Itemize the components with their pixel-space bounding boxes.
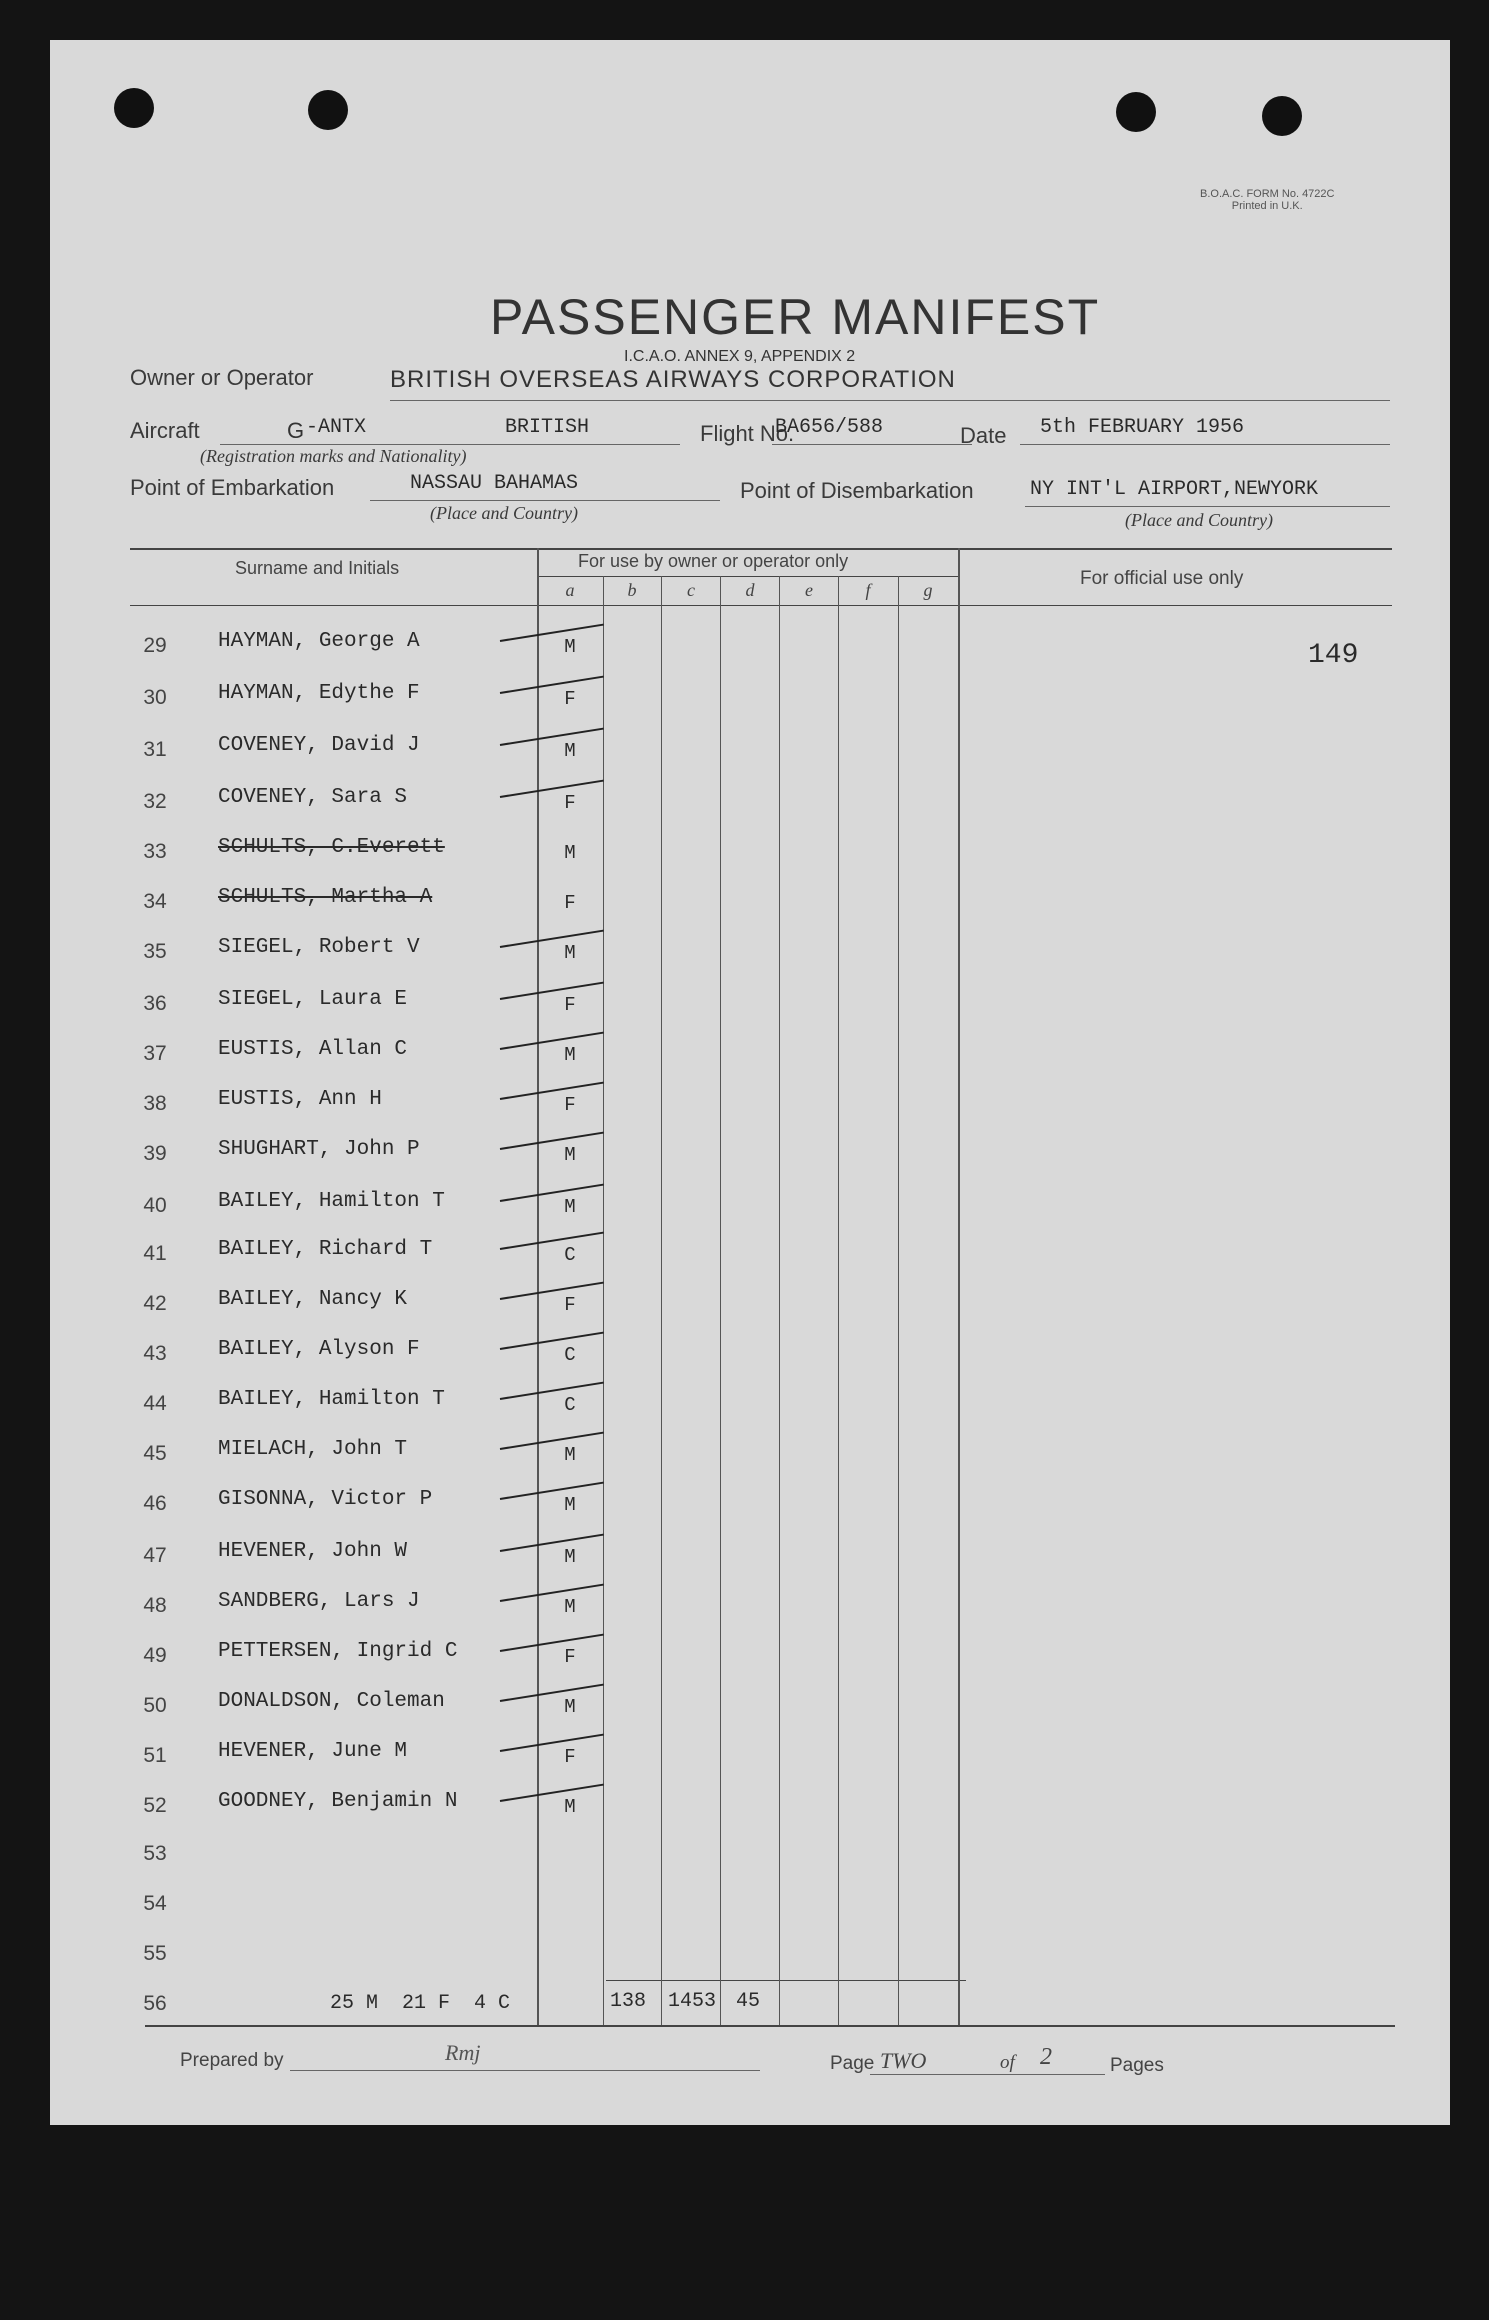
row-number: 33	[143, 840, 167, 863]
row-number: 35	[143, 940, 167, 963]
row-number: 51	[143, 1744, 167, 1767]
surname-header: Surname and Initials	[235, 558, 400, 578]
disembarkation-caption: (Place and Country)	[1125, 510, 1273, 530]
disembarkation-label: Point of Disembarkation	[740, 478, 974, 503]
flight-value: BA656/588	[775, 416, 884, 439]
col-rule	[958, 548, 960, 2025]
passenger-name: SIEGEL, Robert V	[218, 936, 420, 959]
page-subtitle: I.C.A.O. ANNEX 9, APPENDIX 2	[624, 348, 856, 365]
disembarkation-line	[1025, 506, 1390, 507]
official-use-header: For official use only	[1080, 568, 1244, 589]
passenger-sex: F	[564, 792, 576, 814]
passenger-sex: C	[564, 1394, 576, 1416]
date-value: 5th FEBRUARY 1956	[1040, 416, 1245, 439]
prepared-line	[290, 2070, 760, 2071]
row-number: 31	[143, 738, 167, 761]
table-header-rule	[130, 605, 1392, 606]
passenger-sex: F	[564, 1746, 576, 1768]
totals-a: 25 M 21 F 4 C	[330, 1992, 511, 2015]
owner-value: BRITISH OVERSEAS AIRWAYS CORPORATION	[390, 366, 956, 393]
passenger-sex: C	[564, 1244, 576, 1266]
passenger-name: HEVENER, John W	[218, 1540, 408, 1563]
passenger-name: SCHULTS, C.Everett	[218, 836, 445, 859]
passenger-name: MIELACH, John T	[218, 1438, 408, 1461]
passenger-name: SIEGEL, Laura E	[218, 988, 408, 1011]
col-header-e: e	[805, 580, 813, 600]
passenger-sex: M	[564, 636, 576, 658]
prepared-value: Rmj	[445, 2040, 481, 2065]
row-number: 47	[143, 1544, 167, 1567]
passenger-sex: M	[564, 1696, 576, 1718]
passenger-sex: F	[564, 1094, 576, 1116]
row-number: 39	[143, 1142, 167, 1165]
col-header-d: d	[745, 580, 755, 600]
passenger-sex: F	[564, 892, 576, 914]
passenger-sex: F	[564, 688, 576, 710]
col-header-b: b	[627, 580, 637, 600]
punch-hole	[1116, 92, 1156, 132]
aircraft-line	[220, 444, 680, 445]
passenger-sex: M	[564, 1044, 576, 1066]
col-header-g: g	[923, 580, 933, 600]
pages-label: Pages	[1110, 2055, 1164, 2076]
passenger-sex: F	[564, 994, 576, 1016]
passenger-name: EUSTIS, Allan C	[218, 1038, 408, 1061]
row-number: 44	[143, 1392, 167, 1415]
page-line	[870, 2074, 1105, 2075]
row-number: 37	[143, 1042, 167, 1065]
col-rule	[720, 576, 721, 2025]
official-note: 149	[1308, 640, 1359, 671]
embarkation-label: Point of Embarkation	[130, 475, 335, 500]
owner-label: Owner or Operator	[130, 365, 314, 390]
pages-value: 2	[1040, 2044, 1052, 2070]
passenger-name: HAYMAN, Edythe F	[218, 682, 420, 705]
row-number: 54	[143, 1892, 167, 1915]
passenger-name: BAILEY, Hamilton T	[218, 1190, 445, 1213]
passenger-name: GISONNA, Victor P	[218, 1488, 433, 1511]
aircraft-label: Aircraft	[130, 418, 200, 443]
passenger-name: SANDBERG, Lars J	[218, 1590, 420, 1613]
prepared-label: Prepared by	[180, 2050, 284, 2071]
col-rule	[898, 576, 899, 2025]
row-number: 45	[143, 1442, 167, 1465]
row-number: 34	[143, 890, 167, 913]
passenger-sex: M	[564, 1196, 576, 1218]
embarkation-caption: (Place and Country)	[430, 503, 578, 523]
passenger-sex: F	[564, 1646, 576, 1668]
col-header-c: c	[687, 580, 695, 600]
row-number: 48	[143, 1594, 167, 1617]
form-number: B.O.A.C. FORM No. 4722C Printed in U.K.	[1200, 188, 1335, 212]
flight-line	[772, 444, 972, 445]
row-number: 56	[143, 1992, 167, 2015]
col-header-a: a	[565, 580, 575, 600]
row-number: 49	[143, 1644, 167, 1667]
row-number: 52	[143, 1794, 167, 1817]
passenger-name: HAYMAN, George A	[218, 630, 420, 653]
passenger-sex: M	[564, 1546, 576, 1568]
page-value: TWO	[880, 2048, 927, 2073]
passenger-sex: M	[564, 1494, 576, 1516]
manifest-sheet	[50, 40, 1450, 2125]
date-label: Date	[960, 423, 1007, 448]
passenger-name: HEVENER, June M	[218, 1740, 408, 1763]
embarkation-value: NASSAU BAHAMAS	[410, 472, 579, 495]
punch-hole	[114, 88, 154, 128]
totals-rule	[606, 1980, 966, 1981]
passenger-sex: M	[564, 740, 576, 762]
of-label: of	[1000, 2052, 1015, 2073]
disembarkation-value: NY INT'L AIRPORT,NEWYORK	[1030, 478, 1319, 501]
passenger-name: BAILEY, Hamilton T	[218, 1388, 445, 1411]
row-number: 40	[143, 1194, 167, 1217]
passenger-name: BAILEY, Alyson F	[218, 1338, 420, 1361]
flight-label: Flight No.	[700, 421, 795, 446]
aircraft-caption: (Registration marks and Nationality)	[200, 446, 467, 466]
passenger-name: BAILEY, Nancy K	[218, 1288, 408, 1311]
passenger-name: SCHULTS, Martha A	[218, 886, 433, 909]
col-rule	[779, 576, 780, 2025]
passenger-sex: M	[564, 1796, 576, 1818]
passenger-name: DONALDSON, Coleman	[218, 1690, 445, 1713]
table-bottom-rule	[145, 2025, 1395, 2027]
passenger-name: BAILEY, Richard T	[218, 1238, 433, 1261]
passenger-sex: M	[564, 842, 576, 864]
table-top-rule	[130, 548, 1392, 550]
passenger-sex: M	[564, 1444, 576, 1466]
col-rule	[537, 548, 539, 2025]
passenger-sex: M	[564, 1596, 576, 1618]
punch-hole	[1262, 96, 1302, 136]
row-number: 50	[143, 1694, 167, 1717]
passenger-name: PETTERSEN, Ingrid C	[218, 1640, 458, 1663]
col-rule	[838, 576, 839, 2025]
col-rule	[661, 576, 662, 2025]
totals-b: 138	[610, 1990, 647, 2013]
passenger-sex: C	[564, 1344, 576, 1366]
col-header-f: f	[865, 580, 871, 600]
row-number: 43	[143, 1342, 167, 1365]
row-number: 30	[143, 686, 167, 709]
row-number: 46	[143, 1492, 167, 1515]
owner-line	[390, 400, 1390, 401]
row-number: 38	[143, 1092, 167, 1115]
passenger-name: COVENEY, Sara S	[218, 786, 408, 809]
page-title: PASSENGER MANIFEST	[490, 289, 1101, 345]
aircraft-prefix: G	[287, 418, 305, 443]
aircraft-registration: -ANTX	[306, 416, 367, 439]
passenger-sex: M	[564, 1144, 576, 1166]
owner-use-header: For use by owner or operator only	[578, 551, 849, 571]
col-rule	[603, 576, 604, 2025]
passenger-name: COVENEY, David J	[218, 734, 420, 757]
passenger-sex: F	[564, 1294, 576, 1316]
date-line	[1020, 444, 1390, 445]
passenger-sex: M	[564, 942, 576, 964]
passenger-name: SHUGHART, John P	[218, 1138, 420, 1161]
row-number: 29	[143, 634, 167, 657]
passenger-name: GOODNEY, Benjamin N	[218, 1790, 458, 1813]
punch-hole	[308, 90, 348, 130]
row-number: 41	[143, 1242, 167, 1265]
row-number: 55	[143, 1942, 167, 1965]
passenger-name: EUSTIS, Ann H	[218, 1088, 382, 1111]
embarkation-line	[370, 500, 720, 501]
page-label: Page	[830, 2053, 875, 2074]
row-number: 32	[143, 790, 167, 813]
owner-header-rule	[538, 576, 958, 577]
row-number: 36	[143, 992, 167, 1015]
aircraft-nationality: BRITISH	[505, 416, 590, 439]
totals-c: 1453	[668, 1990, 717, 2013]
row-number: 42	[143, 1292, 167, 1315]
totals-d: 45	[736, 1990, 761, 2013]
row-number: 53	[143, 1842, 167, 1865]
